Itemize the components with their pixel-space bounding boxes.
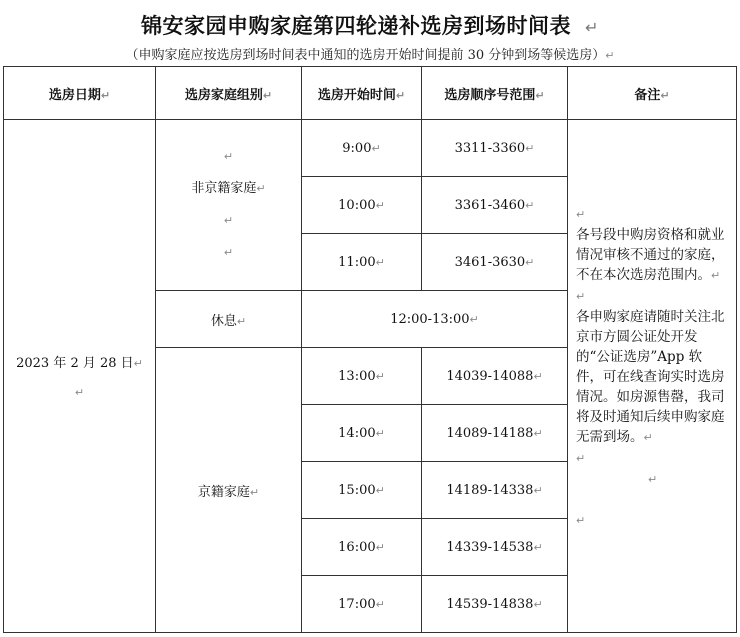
start-time-cell: 17:00↵ — [302, 576, 422, 633]
start-time-cell: 16:00↵ — [302, 519, 422, 576]
range-cell: 3361-3460↵ — [422, 177, 568, 234]
table-row — [4, 120, 737, 177]
break-label-cell: 休息↵ — [156, 291, 302, 348]
notes-cell: ↵ 各号段中购房资格和就业情况审核不通过的家庭，不在本次选房范围内。↵ ↵ 各申购家庭请随时关注北京市方圆公证处开发的“公证选房”App 软件，可在线查询实时选房情况。如房源售罄，我司将及时通知后续申购家庭无需到场。↵ ↵ ↵ ↵ — [568, 120, 737, 633]
start-time-cell: 11:00↵ — [302, 234, 422, 291]
range-cell: 3311-3360↵ — [422, 120, 568, 177]
start-time-cell: 10:00↵ — [302, 177, 422, 234]
header-range: 选房顺序号范围↵ — [422, 67, 568, 120]
start-time-cell: 13:00↵ — [302, 348, 422, 405]
range-cell: 3461-3630↵ — [422, 234, 568, 291]
header-group: 选房家庭组别↵ — [156, 67, 302, 120]
start-time-cell: 15:00↵ — [302, 462, 422, 519]
break-time-cell: 12:00-13:00↵ — [302, 291, 568, 348]
header-date: 选房日期↵ — [4, 67, 156, 120]
paragraph-mark-icon: ↵ — [585, 18, 599, 37]
range-cell: 14039-14088↵ — [422, 348, 568, 405]
range-cell: 14189-14338↵ — [422, 462, 568, 519]
page-title: 锦安家园申购家庭第四轮递补选房到场时间表 ↵ — [141, 14, 599, 38]
group-non-beijing: ↵ 非京籍家庭↵ ↵ ↵ — [156, 120, 302, 291]
date-cell: 2023 年 2 月 28 日↵ ↵ — [4, 120, 156, 633]
start-time-cell: 14:00↵ — [302, 405, 422, 462]
header-notes: 备注↵ — [568, 67, 737, 120]
page-subtitle: （申购家庭应按选房到场时间表中通知的选房开始时间提前 30 分钟到场等候选房）↵ — [125, 48, 615, 63]
header-start-time: 选房开始时间↵ — [302, 67, 422, 120]
start-time-cell: 9:00↵ — [302, 120, 422, 177]
schedule-table — [3, 66, 737, 633]
table-header-row — [4, 67, 737, 120]
group-beijing: 京籍家庭↵ — [156, 348, 302, 633]
range-cell: 14339-14538↵ — [422, 519, 568, 576]
range-cell: 14089-14188↵ — [422, 405, 568, 462]
range-cell: 14539-14838↵ — [422, 576, 568, 633]
